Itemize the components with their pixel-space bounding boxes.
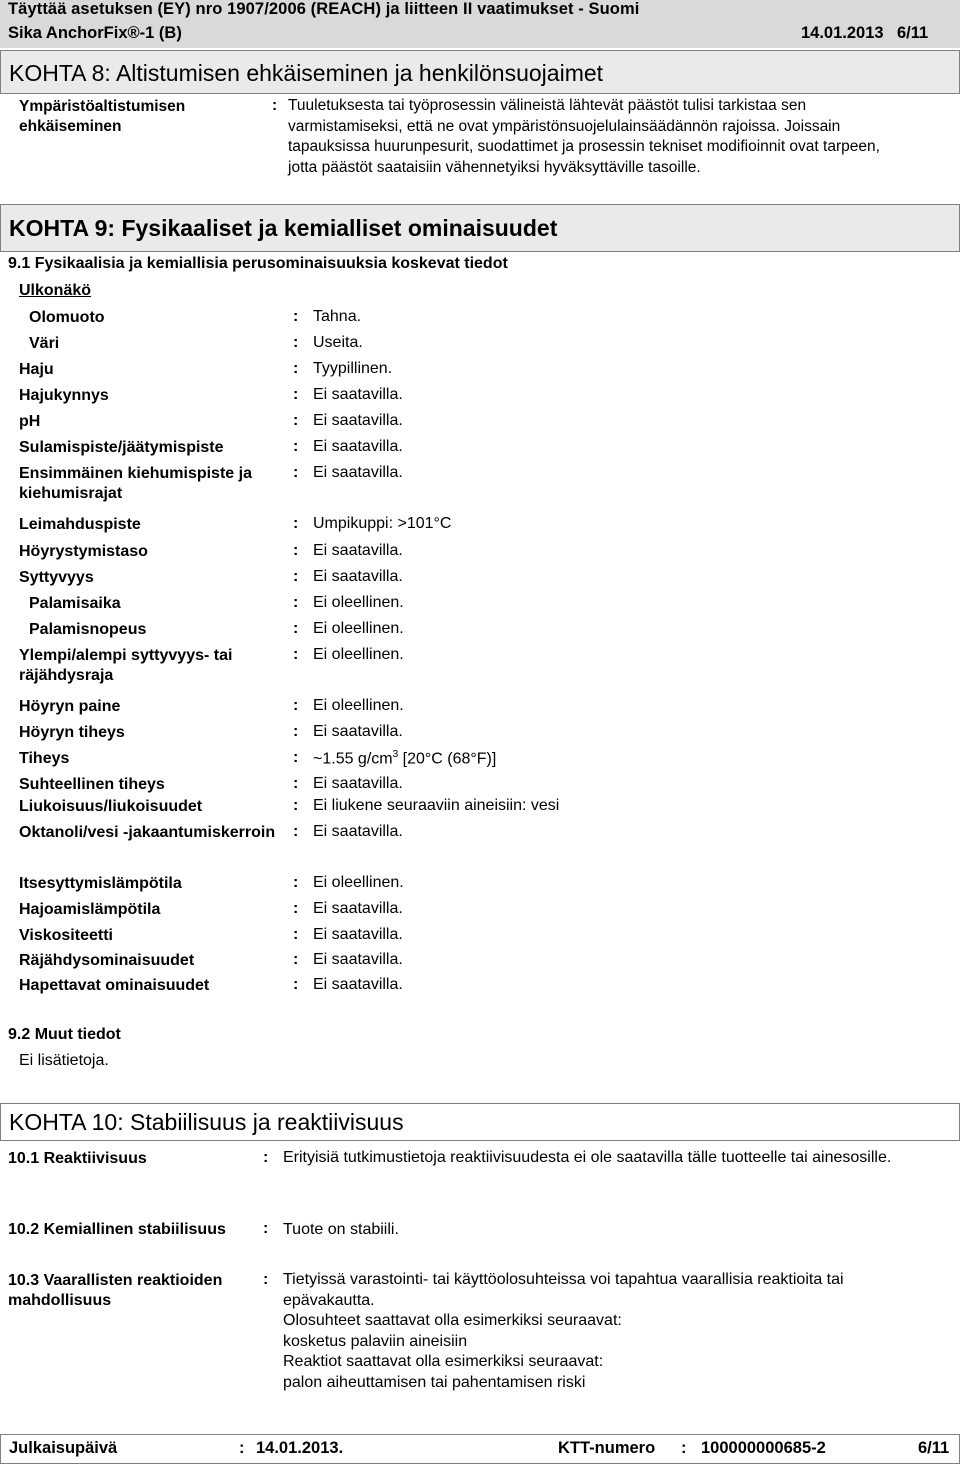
property-label: Hajoamislämpötila — [19, 901, 161, 918]
ktt-number-value: 100000000685-2 — [701, 1439, 826, 1457]
property-value — [313, 568, 403, 586]
property-value — [313, 775, 403, 793]
chemical-stability-label: 10.2 Kemiallinen stabiilisuus — [8, 1221, 226, 1238]
ktt-number-label: KTT-numero — [558, 1439, 656, 1457]
separator-colon: : — [293, 464, 299, 481]
separator-colon: : — [293, 594, 299, 611]
property-value-text: Useita. — [313, 334, 363, 351]
property-value-suffix: [20°C (68°F)] — [398, 750, 497, 768]
property-value-text: Ei saatavilla. — [313, 542, 403, 559]
separator-colon: : — [293, 620, 299, 637]
property-value-text: Ei oleellinen. — [313, 594, 404, 611]
separator-colon: : — [293, 386, 299, 403]
separator-colon: : — [293, 646, 299, 663]
product-name: Sika AnchorFix®-1 (B) — [8, 24, 182, 42]
separator-colon: : — [293, 797, 299, 814]
section-8-title: KOHTA 8: Altistumisen ehkäiseminen ja henkilönsuojaimet — [9, 60, 604, 86]
hazardous-reactions-text: Tietyissä varastointi- tai käyttöolosuhteissa voi tapahtua vaarallisia reaktioita tai epävakautta. Olosuhteet saattavat olla esimerkiksi seuraavat: kosketus palaviin aineisiin Reaktiot saattavat olla esimerkiksi seuraavat: palon aiheuttamisen tai pahentamisen riski — [283, 1271, 844, 1391]
separator-colon: : — [263, 1220, 269, 1237]
property-value — [313, 334, 363, 352]
property-value — [313, 926, 403, 944]
property-label: Höyrystymistaso — [19, 543, 148, 560]
property-label: Palamisaika — [29, 595, 121, 612]
regulation-title: Täyttää asetuksen (EY) nro 1907/2006 (REACH) ja liitteen II vaatimukset - Suomi — [8, 0, 640, 18]
reactivity-label: 10.1 Reaktiivisuus — [8, 1150, 147, 1167]
separator-colon: : — [293, 900, 299, 917]
property-label: Ensimmäinen kiehumispiste ja kiehumisrajat — [19, 465, 252, 502]
property-value-text: Ei saatavilla. — [313, 926, 403, 943]
separator-colon: : — [293, 334, 299, 351]
property-label: Höyryn paine — [19, 698, 121, 715]
section-8-heading — [0, 50, 960, 94]
property-value-text: Ei saatavilla. — [313, 464, 403, 481]
property-value — [313, 976, 403, 994]
separator-colon: : — [293, 308, 299, 325]
separator-colon: : — [293, 542, 299, 559]
property-value — [313, 464, 403, 482]
issue-date-label: Julkaisupäivä — [9, 1439, 118, 1457]
property-value-text: Ei saatavilla. — [313, 976, 403, 993]
footer-page-number: 6/11 — [918, 1439, 950, 1457]
property-value — [313, 797, 559, 815]
property-label: Höyryn tiheys — [19, 724, 125, 741]
hazardous-reactions-label: 10.3 Vaarallisten reaktioiden mahdollisuus — [8, 1272, 223, 1309]
property-value-text: Ei saatavilla. — [313, 951, 403, 968]
property-label: Liukoisuus/liukoisuudet — [19, 798, 203, 815]
environmental-exposure-text: Tuuletuksesta tai työprosessin välineistä lähtevät päästöt tulisi tarkistaa sen varmistamiseksi, että ne ovat ympäristönsuojelulainsäädännön rajoissa. Joissain tapauksissa huurunpesurit, suodattimet ja prosessin tekniset modifioinnit ovat tarpeen, jotta päästöt saataisiin vähennetyiksi hyväksyttäville tasoille. — [288, 97, 880, 176]
property-value-text: Ei saatavilla. — [313, 900, 403, 917]
separator-colon: : — [293, 874, 299, 891]
property-label: Ylempi/alempi syttyvyys- tai räjähdysraja — [19, 647, 233, 684]
property-value — [313, 594, 404, 612]
separator-colon: : — [272, 97, 278, 114]
separator-colon: : — [293, 723, 299, 740]
property-value-text: Ei saatavilla. — [313, 412, 403, 429]
separator-colon: : — [293, 976, 299, 993]
separator-colon: : — [293, 926, 299, 943]
property-value — [313, 874, 404, 892]
property-value-text: Ei saatavilla. — [313, 568, 403, 585]
property-label: Haju — [19, 361, 54, 378]
separator-colon: : — [681, 1439, 687, 1457]
property-value — [313, 900, 403, 918]
property-value-text: Umpikuppi: >101°C — [313, 515, 452, 532]
property-label: Hapettavat ominaisuudet — [19, 977, 210, 994]
property-value — [313, 386, 403, 404]
property-value-text: Ei saatavilla. — [313, 723, 403, 740]
property-value — [313, 723, 403, 741]
subsection-9-1-title: 9.1 Fysikaalisia ja kemiallisia perusominaisuuksia koskevat tiedot — [8, 255, 508, 272]
separator-colon: : — [293, 951, 299, 968]
document-footer — [0, 1434, 960, 1464]
property-value-text: Ei oleellinen. — [313, 646, 404, 663]
chemical-stability-text: Tuote on stabiili. — [283, 1221, 399, 1238]
property-value-text: ~1.55 g/cm — [313, 750, 393, 768]
property-label: Olomuoto — [29, 309, 105, 326]
header-page-number: 6/11 — [897, 24, 929, 42]
property-value-text: Ei saatavilla. — [313, 386, 403, 403]
property-value-text: Ei oleellinen. — [313, 874, 404, 891]
property-label: Oktanoli/vesi -jakaantumiskerroin — [19, 824, 276, 841]
separator-colon: : — [293, 749, 299, 766]
property-value — [313, 360, 392, 378]
property-value-text: Ei saatavilla. — [313, 775, 403, 792]
separator-colon: : — [239, 1439, 245, 1457]
separator-colon: : — [293, 515, 299, 532]
separator-colon: : — [293, 823, 299, 840]
property-value — [313, 412, 403, 430]
property-value — [313, 697, 404, 715]
property-label: Sulamispiste/jäätymispiste — [19, 439, 224, 456]
separator-colon: : — [293, 568, 299, 585]
property-label: Hajukynnys — [19, 387, 109, 404]
property-value — [313, 620, 404, 638]
property-value-text: Ei oleellinen. — [313, 697, 404, 714]
separator-colon: : — [293, 360, 299, 377]
property-value — [313, 515, 451, 533]
property-value — [313, 438, 403, 456]
separator-colon: : — [293, 438, 299, 455]
header-date: 14.01.2013 — [801, 24, 884, 42]
property-label: Syttyvyys — [19, 569, 94, 586]
property-value — [313, 646, 404, 664]
property-value-text: Ei saatavilla. — [313, 438, 403, 455]
subsection-9-2-title: 9.2 Muut tiedot — [8, 1026, 121, 1043]
property-value-text: Ei liukene seuraaviin aineisiin: vesi — [313, 797, 560, 814]
property-label: pH — [19, 413, 41, 430]
property-label: Itsesyttymislämpötila — [19, 875, 182, 892]
property-label: Leimahduspiste — [19, 516, 141, 533]
reactivity-text: Erityisiä tutkimustietoja reaktiivisuudesta ei ole saatavilla tälle tuotteelle tai ainesosille. — [283, 1149, 892, 1166]
section-10-heading — [0, 1103, 960, 1141]
subsection-9-2-text: Ei lisätietoja. — [19, 1052, 109, 1069]
property-value — [313, 823, 403, 841]
property-value — [313, 542, 403, 560]
property-value-text: Tyypillinen. — [313, 360, 393, 377]
property-label: Väri — [29, 335, 60, 352]
property-label: Tiheys — [19, 750, 70, 767]
appearance-heading: Ulkonäkö — [19, 282, 92, 299]
superscript-unit: 3 — [392, 749, 399, 760]
separator-colon: : — [293, 697, 299, 714]
environmental-exposure-label: Ympäristöaltistumisen ehkäiseminen — [19, 98, 186, 135]
section-10-title: KOHTA 10: Stabiilisuus ja reaktiivisuus — [9, 1109, 404, 1135]
property-value-text: Ei oleellinen. — [313, 620, 404, 637]
property-value-text: Tahna. — [313, 308, 362, 325]
property-label: Räjähdysominaisuudet — [19, 952, 195, 969]
document-header — [0, 0, 960, 48]
separator-colon: : — [263, 1271, 269, 1288]
property-value-text: Ei saatavilla. — [313, 823, 403, 840]
property-label: Viskositeetti — [19, 927, 113, 944]
separator-colon: : — [293, 775, 299, 792]
section-9-title: KOHTA 9: Fysikaaliset ja kemialliset ominaisuudet — [9, 215, 558, 241]
property-value — [313, 308, 361, 326]
property-value — [313, 951, 403, 969]
issue-date-value: 14.01.2013. — [256, 1439, 344, 1457]
property-value — [313, 749, 496, 768]
separator-colon: : — [263, 1149, 269, 1166]
separator-colon: : — [293, 412, 299, 429]
property-label: Suhteellinen tiheys — [19, 776, 165, 793]
section-9-heading — [0, 204, 960, 252]
property-label: Palamisnopeus — [29, 621, 147, 638]
